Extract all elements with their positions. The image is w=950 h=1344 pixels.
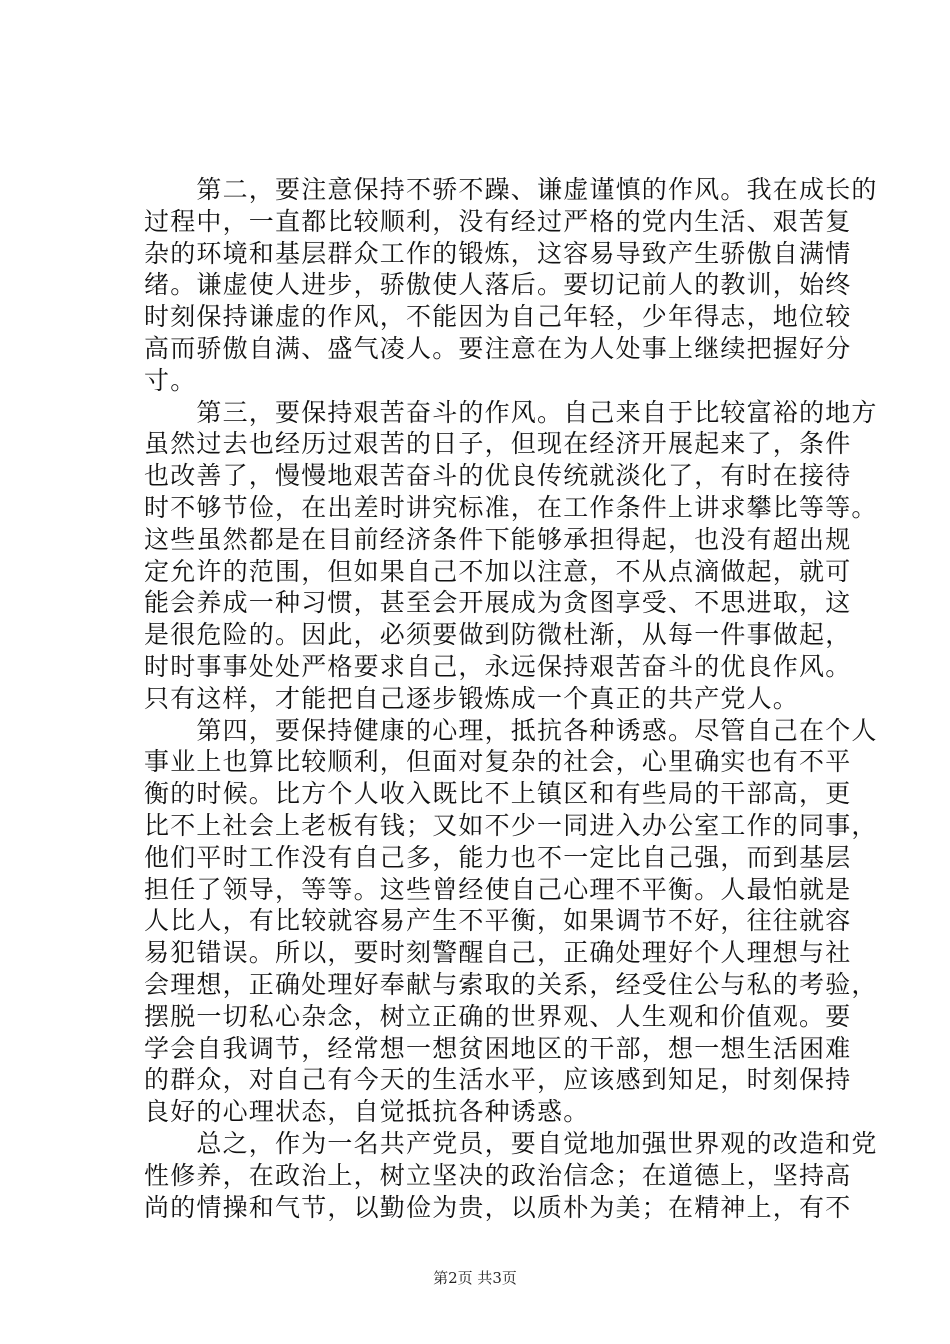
text-line: 高而骄傲自满、盛气凌人。要注意在为人处事上继续把握好分 (144, 333, 852, 363)
text-line: 担任了领导，等等。这些曾经使自己心理不平衡。人最怕就是 (144, 874, 852, 904)
text-line: 能会养成一种习惯，甚至会开展成为贪图享受、不思进取，这 (144, 588, 852, 618)
text-line: 也改善了，慢慢地艰苦奋斗的优良传统就淡化了，有时在接待 (144, 461, 852, 491)
text-line: 尚的情操和气节，以勤俭为贵，以质朴为美；在精神上，有不 (144, 1192, 852, 1222)
text-line: 事业上也算比较顺利，但面对复杂的社会，心里确实也有不平 (144, 747, 852, 777)
text-line: 时刻保持谦虚的作风，不能因为自己年轻，少年得志，地位较 (144, 302, 852, 332)
text-line: 第三，要保持艰苦奋斗的作风。自己来自于比较富裕的地方 (144, 397, 878, 427)
text-line: 总之，作为一名共产党员，要自觉地加强世界观的改造和党 (144, 1128, 878, 1158)
text-line: 第二，要注意保持不骄不躁、谦虚谨慎的作风。我在成长的 (144, 175, 878, 204)
text-line: 是很危险的。因此，必须要做到防微杜渐，从每一件事做起， (144, 620, 852, 650)
text-line: 时不够节俭，在出差时讲究标准，在工作条件上讲求攀比等等。 (144, 492, 878, 522)
text-line: 虽然过去也经历过艰苦的日子，但现在经济开展起来了，条件 (144, 429, 852, 459)
text-line: 他们平时工作没有自己多，能力也不一定比自己强，而到基层 (144, 842, 852, 872)
text-line: 会理想，正确处理好奉献与索取的关系，经受住公与私的考验， (144, 969, 878, 999)
text-line: 杂的环境和基层群众工作的锻炼，这容易导致产生骄傲自满情 (144, 238, 852, 268)
text-line: 时时事事处处严格要求自己，永远保持艰苦奋斗的优良作风。 (144, 651, 852, 681)
text-line: 绪。谦虚使人进步，骄傲使人落后。要切记前人的教训，始终 (144, 270, 852, 300)
text-line: 比不上社会上老板有钱；又如不少一同进入办公室工作的同事， (144, 810, 878, 840)
body-text (144, 174, 878, 1223)
text-line: 寸。 (144, 365, 197, 395)
text-line: 过程中，一直都比较顺利，没有经过严格的党内生活、艰苦复 (144, 206, 852, 236)
text-line: 只有这样，才能把自己逐步锻炼成一个真正的共产党人。 (144, 683, 800, 713)
text-line: 良好的心理状态，自觉抵抗各种诱惑。 (144, 1097, 590, 1127)
text-line: 性修养，在政治上，树立坚决的政治信念；在道德上，坚持高 (144, 1160, 852, 1190)
page-number-footer: 第2页 共3页 (433, 1269, 517, 1287)
text-line: 易犯错误。所以，要时刻警醒自己，正确处理好个人理想与社 (144, 938, 852, 968)
text-line: 人比人，有比较就容易产生不平衡，如果调节不好，往往就容 (144, 906, 852, 936)
text-line: 定允许的范围，但如果自己不加以注意，不从点滴做起，就可 (144, 556, 852, 586)
text-line: 学会自我调节，经常想一想贫困地区的干部，想一想生活困难 (144, 1033, 852, 1063)
text-line: 这些虽然都是在目前经济条件下能够承担得起，也没有超出规 (144, 524, 852, 554)
text-line: 第四，要保持健康的心理，抵抗各种诱惑。尽管自己在个人 (144, 715, 878, 745)
text-line: 衡的时候。比方个人收入既比不上镇区和有些局的干部高，更 (144, 779, 852, 809)
text-line: 摆脱一切私心杂念，树立正确的世界观、人生观和价值观。要 (144, 1001, 852, 1031)
text-line: 的群众，对自己有今天的生活水平，应该感到知足，时刻保持 (144, 1065, 852, 1095)
